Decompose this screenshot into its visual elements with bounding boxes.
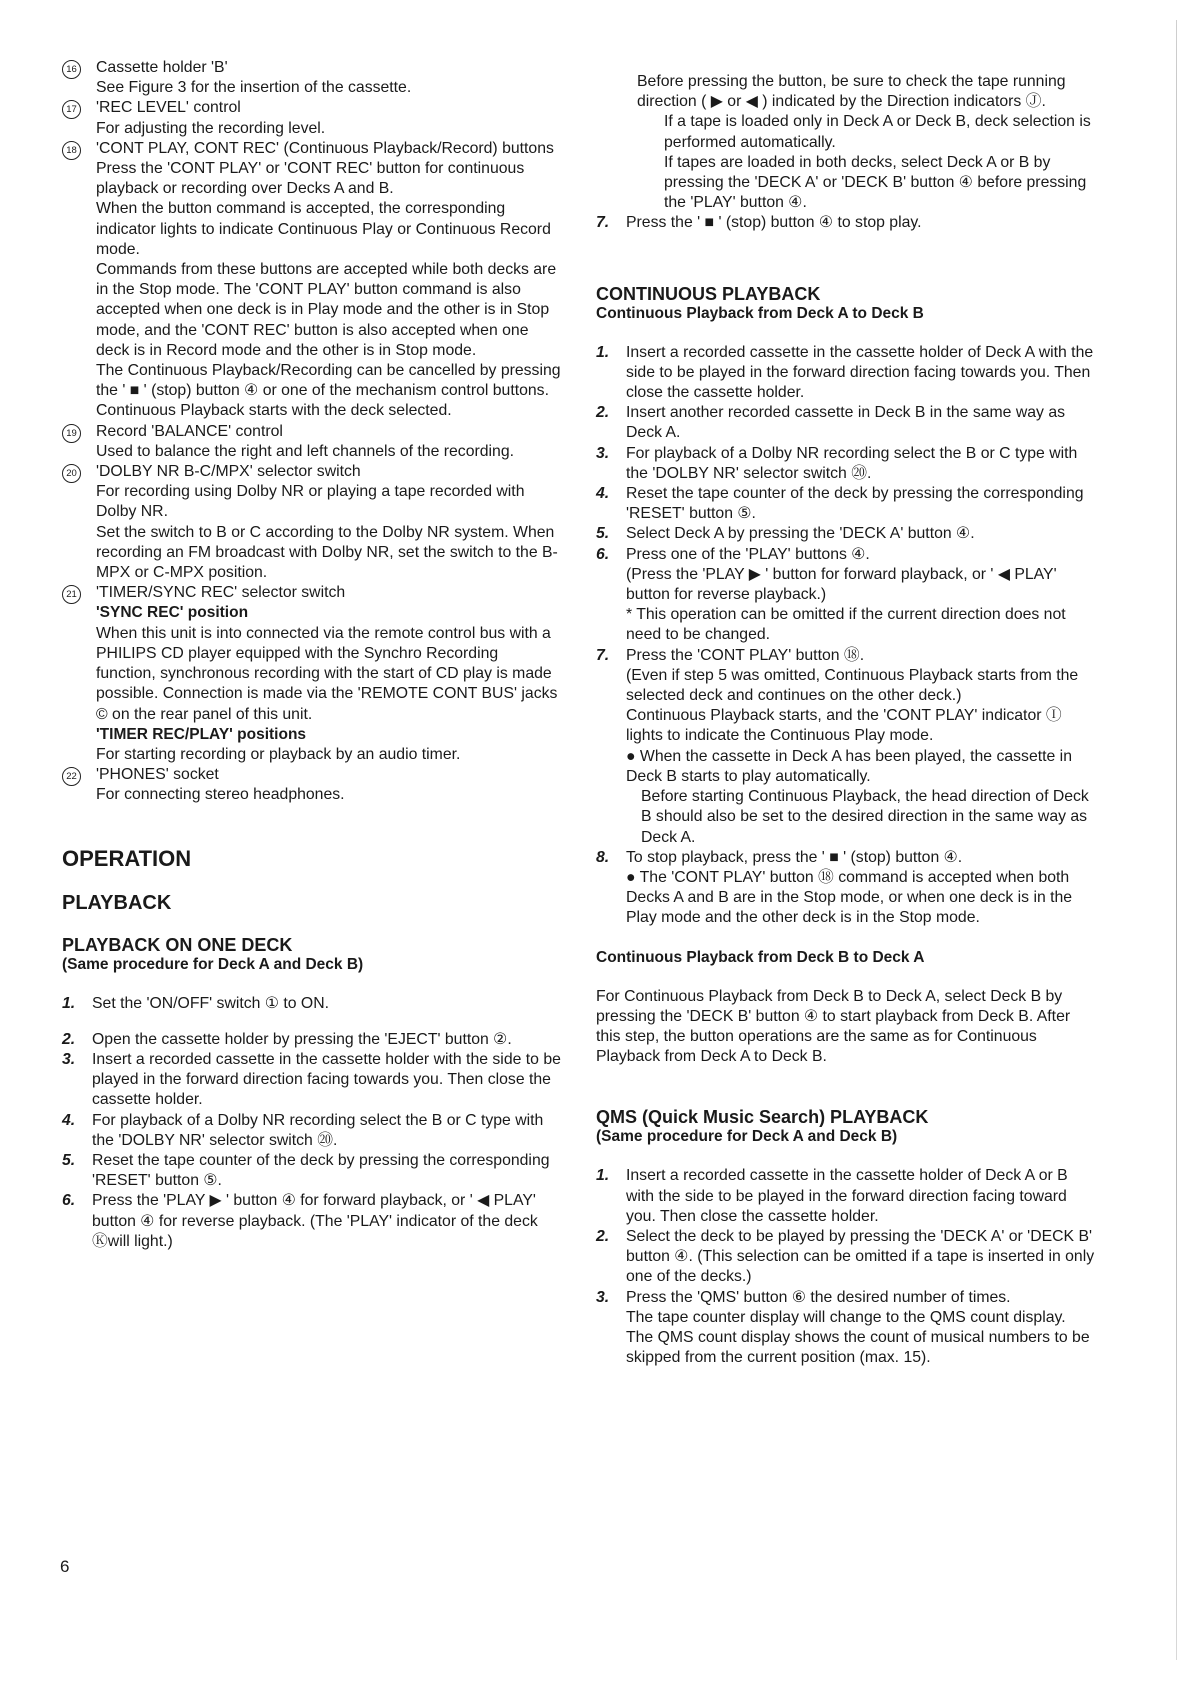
step-number: 7.	[596, 646, 610, 664]
step-main-text: Press the 'CONT PLAY' button ⑱.	[626, 646, 865, 664]
step-text	[626, 848, 1096, 868]
control-line: When the button command is accepted, the corresponding indicator lights to indicate Continuous Play or Continuous Record mode.	[96, 200, 551, 258]
one-deck-steps	[62, 994, 562, 1252]
step-number: 3.	[596, 444, 610, 462]
step-item	[596, 1227, 1096, 1288]
control-number: 20	[62, 464, 81, 483]
control-line: 'TIMER REC/PLAY' positions	[96, 725, 307, 743]
control-line: 'CONT PLAY, CONT REC' (Continuous Playback/Record) buttons	[96, 139, 554, 157]
continuous-steps	[596, 343, 1096, 929]
step-number: 2.	[596, 404, 610, 422]
control-number: 17	[62, 100, 81, 119]
step-number: 3.	[596, 1288, 610, 1306]
control-line: For starting recording or playback by an audio timer.	[96, 745, 461, 763]
step-item	[596, 646, 1096, 666]
step-item	[62, 1151, 562, 1191]
step-text	[92, 1111, 562, 1151]
control-number: 16	[62, 60, 81, 79]
step-item	[62, 1191, 562, 1252]
step-text	[92, 1030, 562, 1050]
control-text	[96, 98, 562, 138]
step-text	[626, 343, 1096, 404]
control-line: For adjusting the recording level.	[96, 119, 326, 137]
continuous-b-to-a-text: For Continuous Playback from Deck B to Deck A, select Deck B by pressing the 'DECK B' button ④ to start playback from Deck B. After this step, the button operations are the same as for Continuous Playback from Deck A to Deck B.	[596, 987, 1071, 1066]
right-column	[596, 72, 1096, 1368]
control-line: The Continuous Playback/Recording can be cancelled by pressing the ' ■ ' (stop) button ④ or one of the mechanism control buttons.	[96, 362, 561, 400]
step-item	[596, 545, 1096, 565]
step-item	[596, 848, 1096, 868]
step-note: (Even if step 5 was omitted, Continuous Playback starts from the selected deck and continues on the other deck.)	[626, 666, 1079, 705]
step-text: Press the ' ■ ' (stop) button ④ to stop play.	[626, 214, 922, 232]
step-item	[62, 1030, 562, 1050]
step-note: ● When the cassette in Deck A has been played, the cassette in Deck B starts to play automatically.	[626, 747, 1072, 785]
control-number: 19	[62, 424, 81, 443]
control-line: Record 'BALANCE' control	[96, 422, 283, 440]
step-number: 7.	[596, 214, 610, 232]
control-item	[62, 422, 562, 462]
step-number: 4.	[62, 1111, 76, 1129]
step-note: Continuous Playback starts, and the 'CONT PLAY' indicator Ⓘ lights to indicate the Continuous Play mode.	[626, 707, 1062, 745]
step-number: 1.	[596, 343, 610, 361]
control-number-badge	[62, 462, 96, 583]
page-number: 6	[60, 1557, 70, 1576]
control-line: When this unit is into connected via the remote control bus with a PHILIPS CD player equipped with the Synchro Recording function, synchronous recording with the start of CD play is made possible. Connection is made via the 'REMOTE CONT BUS' jacks © on the rear panel of this unit.	[96, 624, 558, 723]
continuous-playback-heading: CONTINUOUS PLAYBACK	[596, 283, 821, 304]
control-line: Commands from these buttons are accepted while both decks are in the Stop mode. The 'CONT PLAY' button command is also accepted when one deck is in Play mode and the other is in Stop mode, and the 'CONT REC' button is also accepted when one deck is in Record mode and the other is in Stop mode.	[96, 261, 557, 359]
step-note: The tape counter display will change to the QMS count display.	[626, 1308, 1066, 1326]
step-number: 2.	[596, 1227, 610, 1245]
control-line: 'REC LEVEL' control	[96, 99, 241, 117]
qms-steps	[596, 1166, 1096, 1368]
step-number: 8.	[596, 848, 610, 866]
step-text	[626, 403, 1096, 443]
step-main-text: Select the deck to be played by pressing the 'DECK A' or 'DECK B' button ④. (This selection can be omitted if a tape is inserted in only one of the decks.)	[626, 1227, 1095, 1286]
control-line: Press the 'CONT PLAY' or 'CONT REC' button for continuous playback or recording over Decks A and B.	[96, 160, 525, 198]
step-main-text: Insert another recorded cassette in Deck B in the same way as Deck A.	[626, 404, 1066, 442]
control-number: 18	[62, 141, 81, 160]
step-text	[92, 1191, 562, 1252]
control-line: Set the switch to B or C according to the Dolby NR system. When recording an FM broadcast with Dolby NR, set the switch to the B-MPX or C-MPX position.	[96, 523, 558, 582]
control-number-badge	[62, 765, 96, 805]
intro-paragraph: If tapes are loaded in both decks, select Deck A or B by pressing the 'DECK A' or 'DECK B' button ④ before pressing the 'PLAY' button ④.	[664, 153, 1087, 212]
step-number: 3.	[62, 1050, 76, 1068]
step-text	[92, 994, 562, 1014]
step-item	[62, 1050, 562, 1111]
step-number: 5.	[62, 1151, 76, 1169]
control-item	[62, 98, 562, 138]
playback-heading: PLAYBACK	[62, 891, 172, 914]
step-note: The QMS count display shows the count of musical numbers to be skipped from the current position (max. 15).	[626, 1328, 1090, 1367]
step-item	[596, 403, 1096, 443]
step-text	[92, 1151, 562, 1191]
step-main-text: Open the cassette holder by pressing the 'EJECT' button ②.	[92, 1030, 512, 1048]
control-item	[62, 765, 562, 805]
step-main-text: Reset the tape counter of the deck by pressing the corresponding 'RESET' button ⑤.	[92, 1151, 550, 1190]
step-item	[596, 484, 1096, 524]
control-descriptions	[62, 58, 562, 806]
step-item	[596, 1166, 1096, 1227]
step-text	[626, 1227, 1096, 1288]
continuous-b-to-a-heading: Continuous Playback from Deck B to Deck A	[596, 948, 925, 966]
one-deck-subheading: (Same procedure for Deck A and Deck B)	[62, 955, 364, 973]
step-number: 5.	[596, 525, 610, 543]
step-main-text: Insert a recorded cassette in the cassette holder of Deck A with the side to be played in the forward direction facing towards you. Then close the cassette holder.	[626, 343, 1094, 402]
control-line: 'SYNC REC' position	[96, 604, 249, 622]
step-note: ● The 'CONT PLAY' button ⑱ command is accepted when both Decks A and B are in the Stop mode, or when one deck is in the Play mode and the other deck is in the Stop mode.	[626, 868, 1073, 927]
control-number-badge	[62, 422, 96, 462]
step-number: 2.	[62, 1030, 76, 1048]
control-item	[62, 462, 562, 583]
intro-paragraph: Before pressing the button, be sure to check the tape running direction ( ▶ or ◀ ) indicated by the Direction indicators Ⓙ.	[637, 73, 1066, 111]
step-number: 1.	[596, 1167, 610, 1185]
intro-paragraph: If a tape is loaded only in Deck A or Deck B, deck selection is performed automatically.	[664, 113, 1091, 151]
control-line: Cassette holder 'B'	[96, 59, 228, 76]
step-text	[626, 646, 1096, 666]
control-line: Used to balance the right and left channels of the recording.	[96, 442, 515, 460]
control-line: For connecting stereo headphones.	[96, 786, 345, 804]
operation-heading: OPERATION	[62, 845, 192, 871]
control-text	[96, 422, 562, 462]
control-line: For recording using Dolby NR or playing a tape recorded with Dolby NR.	[96, 483, 525, 521]
control-number: 22	[62, 767, 81, 786]
control-line: 'TIMER/SYNC REC' selector switch	[96, 584, 346, 602]
step-item	[596, 524, 1096, 544]
step-main-text: Insert a recorded cassette in the cassette holder of Deck A or B with the side to be played in the forward direction facing toward you. Then close the cassette holder.	[626, 1167, 1068, 1225]
step-text	[626, 484, 1096, 524]
control-text	[96, 765, 562, 805]
control-text	[96, 583, 562, 765]
control-item	[62, 139, 562, 422]
step-number: 6.	[62, 1192, 76, 1210]
step-note: Before starting Continuous Playback, the head direction of Deck B should also be set to the desired direction in the same way as Deck A.	[641, 788, 1089, 846]
step-main-text: Press the 'QMS' button ⑥ the desired number of times.	[626, 1288, 1011, 1306]
control-number-badge	[62, 98, 96, 138]
step-main-text: For playback of a Dolby NR recording select the B or C type with the 'DOLBY NR' selector switch ⑳.	[92, 1111, 544, 1149]
continuous-a-to-b-subheading: Continuous Playback from Deck A to Deck B	[596, 304, 924, 322]
step-note: * This operation can be omitted if the current direction does not need to be changed.	[626, 606, 1066, 644]
step-number: 1.	[62, 994, 76, 1012]
step-item	[596, 444, 1096, 484]
qms-heading: QMS (Quick Music Search) PLAYBACK	[596, 1107, 929, 1128]
control-line: 'DOLBY NR B-C/MPX' selector switch	[96, 463, 361, 481]
step-text	[626, 444, 1096, 484]
step-main-text: To stop playback, press the ' ■ ' (stop) button ④.	[626, 848, 963, 866]
step-main-text: For playback of a Dolby NR recording select the B or C type with the 'DOLBY NR' selector switch ⑳.	[626, 444, 1078, 482]
step-text	[626, 524, 1096, 544]
step-main-text: Press one of the 'PLAY' buttons ④.	[626, 545, 870, 563]
step-item	[62, 1111, 562, 1151]
step-number: 4.	[596, 485, 610, 503]
control-number-badge	[62, 58, 96, 98]
control-number: 21	[62, 585, 81, 604]
step-item	[596, 213, 1096, 233]
scan-edge-line	[1176, 20, 1177, 1660]
step-main-text: Set the 'ON/OFF' switch ① to ON.	[92, 994, 330, 1012]
step-text	[92, 1050, 562, 1111]
play-direction-notes	[596, 72, 1096, 213]
left-column	[62, 58, 562, 1252]
control-item	[62, 583, 562, 765]
step-note: (Press the 'PLAY ▶ ' button for forward playback, or ' ◀ PLAY' button for reverse playback.)	[626, 565, 1057, 604]
control-text	[96, 58, 562, 98]
control-text	[96, 139, 562, 422]
step-item	[596, 343, 1096, 404]
step-text	[626, 545, 1096, 565]
control-line: Continuous Playback starts with the deck selected.	[96, 402, 452, 420]
step-main-text: Insert a recorded cassette in the cassette holder with the side to be played in the forward direction facing towards you. Then close the cassette holder.	[92, 1050, 561, 1109]
control-line: See Figure 3 for the insertion of the cassette.	[96, 79, 412, 97]
control-number-badge	[62, 139, 96, 422]
step-text	[626, 1288, 1096, 1308]
step-number: 6.	[596, 545, 610, 563]
control-line: 'PHONES' socket	[96, 766, 219, 784]
qms-subheading: (Same procedure for Deck A and Deck B)	[596, 1128, 898, 1146]
step-item	[596, 1288, 1096, 1308]
control-item	[62, 58, 562, 98]
step-main-text: Reset the tape counter of the deck by pressing the corresponding 'RESET' button ⑤.	[626, 485, 1084, 523]
step-main-text: Press the 'PLAY ▶ ' button ④ for forward playback, or ' ◀ PLAY' button ④ for reverse playback. (The 'PLAY' indicator of the deck Ⓚwill light.)	[92, 1192, 538, 1250]
step-text	[626, 1166, 1096, 1227]
one-deck-heading: PLAYBACK ON ONE DECK	[62, 934, 293, 955]
control-text	[96, 462, 562, 583]
step-item	[62, 994, 562, 1014]
step-main-text: Select Deck A by pressing the 'DECK A' button ④.	[626, 525, 975, 543]
control-number-badge	[62, 583, 96, 765]
